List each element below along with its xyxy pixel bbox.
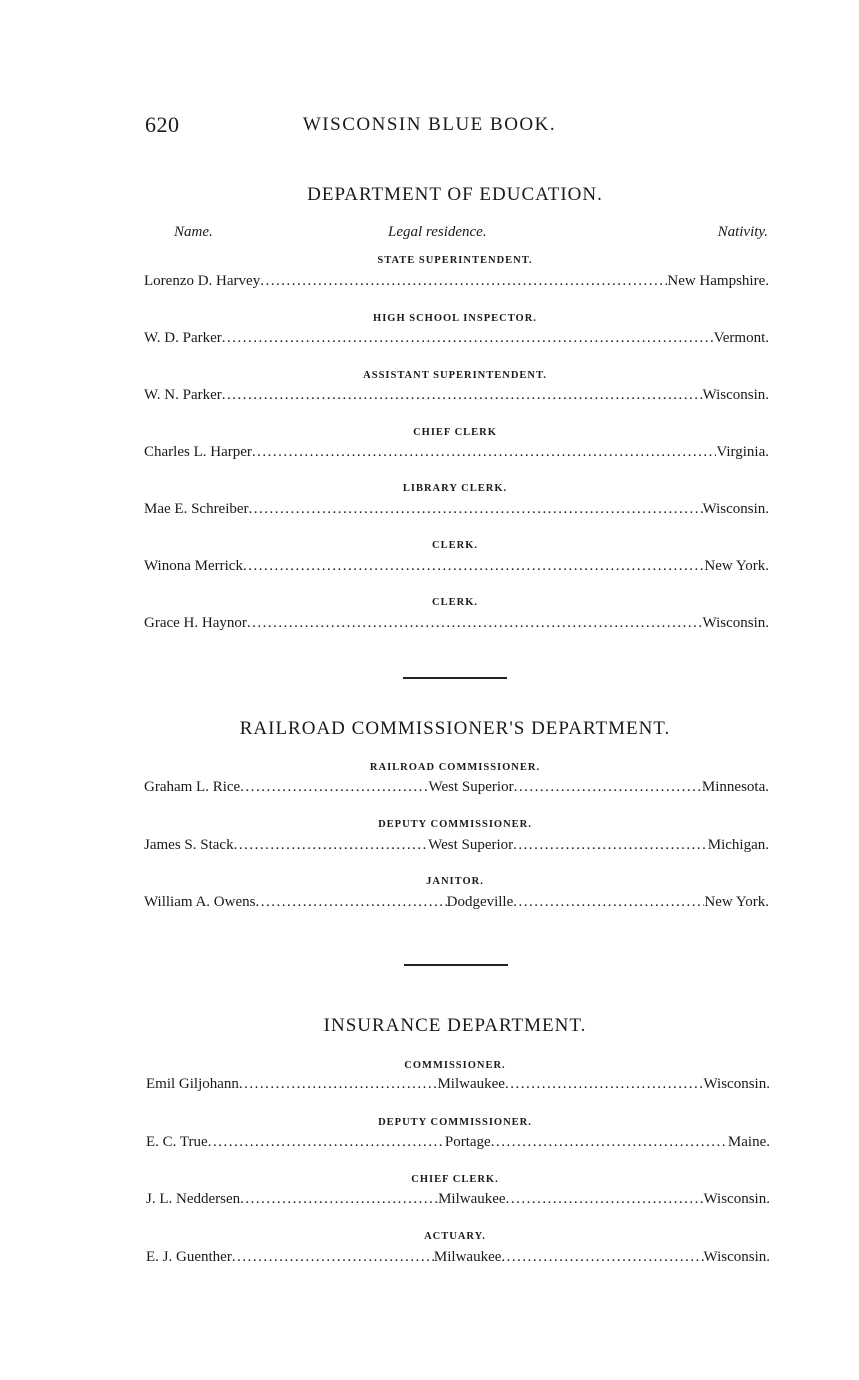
column-headers xyxy=(140,224,770,244)
staff-nativity: Minnesota. xyxy=(701,779,769,795)
staff-name: Lorenzo D. Harvey xyxy=(144,273,261,289)
role-title: ACTUARY. xyxy=(424,1231,486,1242)
book-title: WISCONSIN BLUE BOOK. xyxy=(302,114,557,135)
staff-name: Winona Merrick xyxy=(144,558,243,574)
staff-name: W. D. Parker xyxy=(144,330,222,346)
staff-entry xyxy=(144,501,769,519)
staff-nativity: Wisconsin. xyxy=(703,1249,770,1265)
role-title: CLERK. xyxy=(432,540,478,551)
dot-leader xyxy=(222,330,714,347)
dot-leader xyxy=(505,1076,704,1093)
dot-leader xyxy=(513,837,708,854)
staff-nativity: Vermont. xyxy=(713,330,769,346)
dot-leader xyxy=(249,501,703,518)
staff-entry xyxy=(144,894,769,912)
staff-name: E. C. True xyxy=(146,1134,208,1150)
staff-entry xyxy=(144,615,769,633)
staff-entry xyxy=(146,1076,770,1094)
dot-leader xyxy=(208,1134,445,1151)
column-header-nativity: Nativity. xyxy=(717,224,768,240)
railroad-heading: RAILROAD COMMISSIONER'S DEPARTMENT. xyxy=(239,718,671,739)
dot-leader xyxy=(252,444,717,461)
staff-nativity: Wisconsin. xyxy=(703,1191,770,1207)
dot-leader xyxy=(247,615,703,632)
staff-name: Charles L. Harper xyxy=(144,444,252,460)
dot-leader xyxy=(255,894,446,911)
staff-residence: Dodgeville xyxy=(446,894,514,910)
staff-nativity: Wisconsin. xyxy=(703,1076,770,1092)
staff-name: E. J. Guenther xyxy=(146,1249,232,1265)
dot-leader xyxy=(513,894,704,911)
staff-entry xyxy=(144,273,769,291)
staff-entry xyxy=(144,330,769,348)
role-title: DEPUTY COMMISSIONER. xyxy=(378,1117,532,1128)
staff-entry xyxy=(144,444,769,462)
staff-residence: Portage xyxy=(444,1134,491,1150)
staff-nativity: Maine. xyxy=(727,1134,770,1150)
role-title: STATE SUPERINTENDENT. xyxy=(377,255,533,266)
staff-entry xyxy=(144,779,769,797)
staff-name: Graham L. Rice xyxy=(144,779,241,795)
staff-name: Emil Giljohann xyxy=(146,1076,239,1092)
role-title: CLERK. xyxy=(432,597,478,608)
dot-leader xyxy=(222,387,703,404)
staff-nativity: Wisconsin. xyxy=(702,501,769,517)
staff-name: J. L. Neddersen xyxy=(146,1191,241,1207)
staff-name: Grace H. Haynor xyxy=(144,615,247,631)
role-title: RAILROAD COMMISSIONER. xyxy=(369,762,541,773)
staff-name: James S. Stack xyxy=(144,837,234,853)
staff-nativity: Michigan. xyxy=(707,837,769,853)
dot-leader xyxy=(514,779,702,796)
dot-leader xyxy=(234,837,429,854)
dot-leader xyxy=(491,1134,728,1151)
staff-nativity: New Hampshire. xyxy=(667,273,769,289)
staff-entry xyxy=(146,1249,770,1267)
dot-leader xyxy=(260,273,667,290)
dot-leader xyxy=(239,1076,438,1093)
staff-entry xyxy=(144,837,769,855)
role-title: HIGH SCHOOL INSPECTOR. xyxy=(373,313,537,324)
role-title: CHIEF CLERK xyxy=(413,427,497,438)
dot-leader xyxy=(232,1249,434,1266)
role-title: LIBRARY CLERK. xyxy=(402,483,508,494)
role-title: JANITOR. xyxy=(426,876,484,887)
dot-leader xyxy=(506,1191,704,1208)
dot-leader xyxy=(240,1191,438,1208)
staff-residence: West Superior xyxy=(428,837,514,853)
section-divider xyxy=(404,964,508,966)
staff-residence: Milwaukee xyxy=(433,1249,502,1265)
role-title: CHIEF CLERK. xyxy=(411,1174,499,1185)
dot-leader xyxy=(243,558,704,575)
column-header-residence: Legal residence. xyxy=(388,224,487,240)
running-head xyxy=(0,112,859,142)
education-heading: DEPARTMENT OF EDUCATION. xyxy=(307,184,603,205)
staff-residence: West Superior xyxy=(428,779,514,795)
staff-residence: Milwaukee xyxy=(437,1076,505,1092)
section-divider xyxy=(403,677,507,679)
column-header-name: Name. xyxy=(174,224,213,240)
staff-name: William A. Owens xyxy=(144,894,256,910)
staff-nativity: Wisconsin. xyxy=(702,387,769,403)
role-title: COMMISSIONER. xyxy=(404,1060,506,1071)
role-title: ASSISTANT SUPERINTENDENT. xyxy=(363,370,547,381)
insurance-heading: INSURANCE DEPARTMENT. xyxy=(323,1015,587,1036)
staff-entry xyxy=(144,387,769,405)
dot-leader xyxy=(240,779,428,796)
page-number: 620 xyxy=(145,112,180,137)
staff-nativity: Wisconsin. xyxy=(702,615,769,631)
staff-entry xyxy=(146,1134,770,1152)
staff-nativity: New York. xyxy=(704,894,769,910)
dot-leader xyxy=(501,1249,703,1266)
role-title: DEPUTY COMMISSIONER. xyxy=(378,819,532,830)
staff-entry xyxy=(144,558,769,576)
staff-entry xyxy=(146,1191,770,1209)
staff-name: Mae E. Schreiber xyxy=(144,501,249,517)
staff-name: W. N. Parker xyxy=(144,387,222,403)
staff-nativity: Virginia. xyxy=(716,444,769,460)
staff-residence: Milwaukee xyxy=(438,1191,506,1207)
staff-nativity: New York. xyxy=(704,558,769,574)
